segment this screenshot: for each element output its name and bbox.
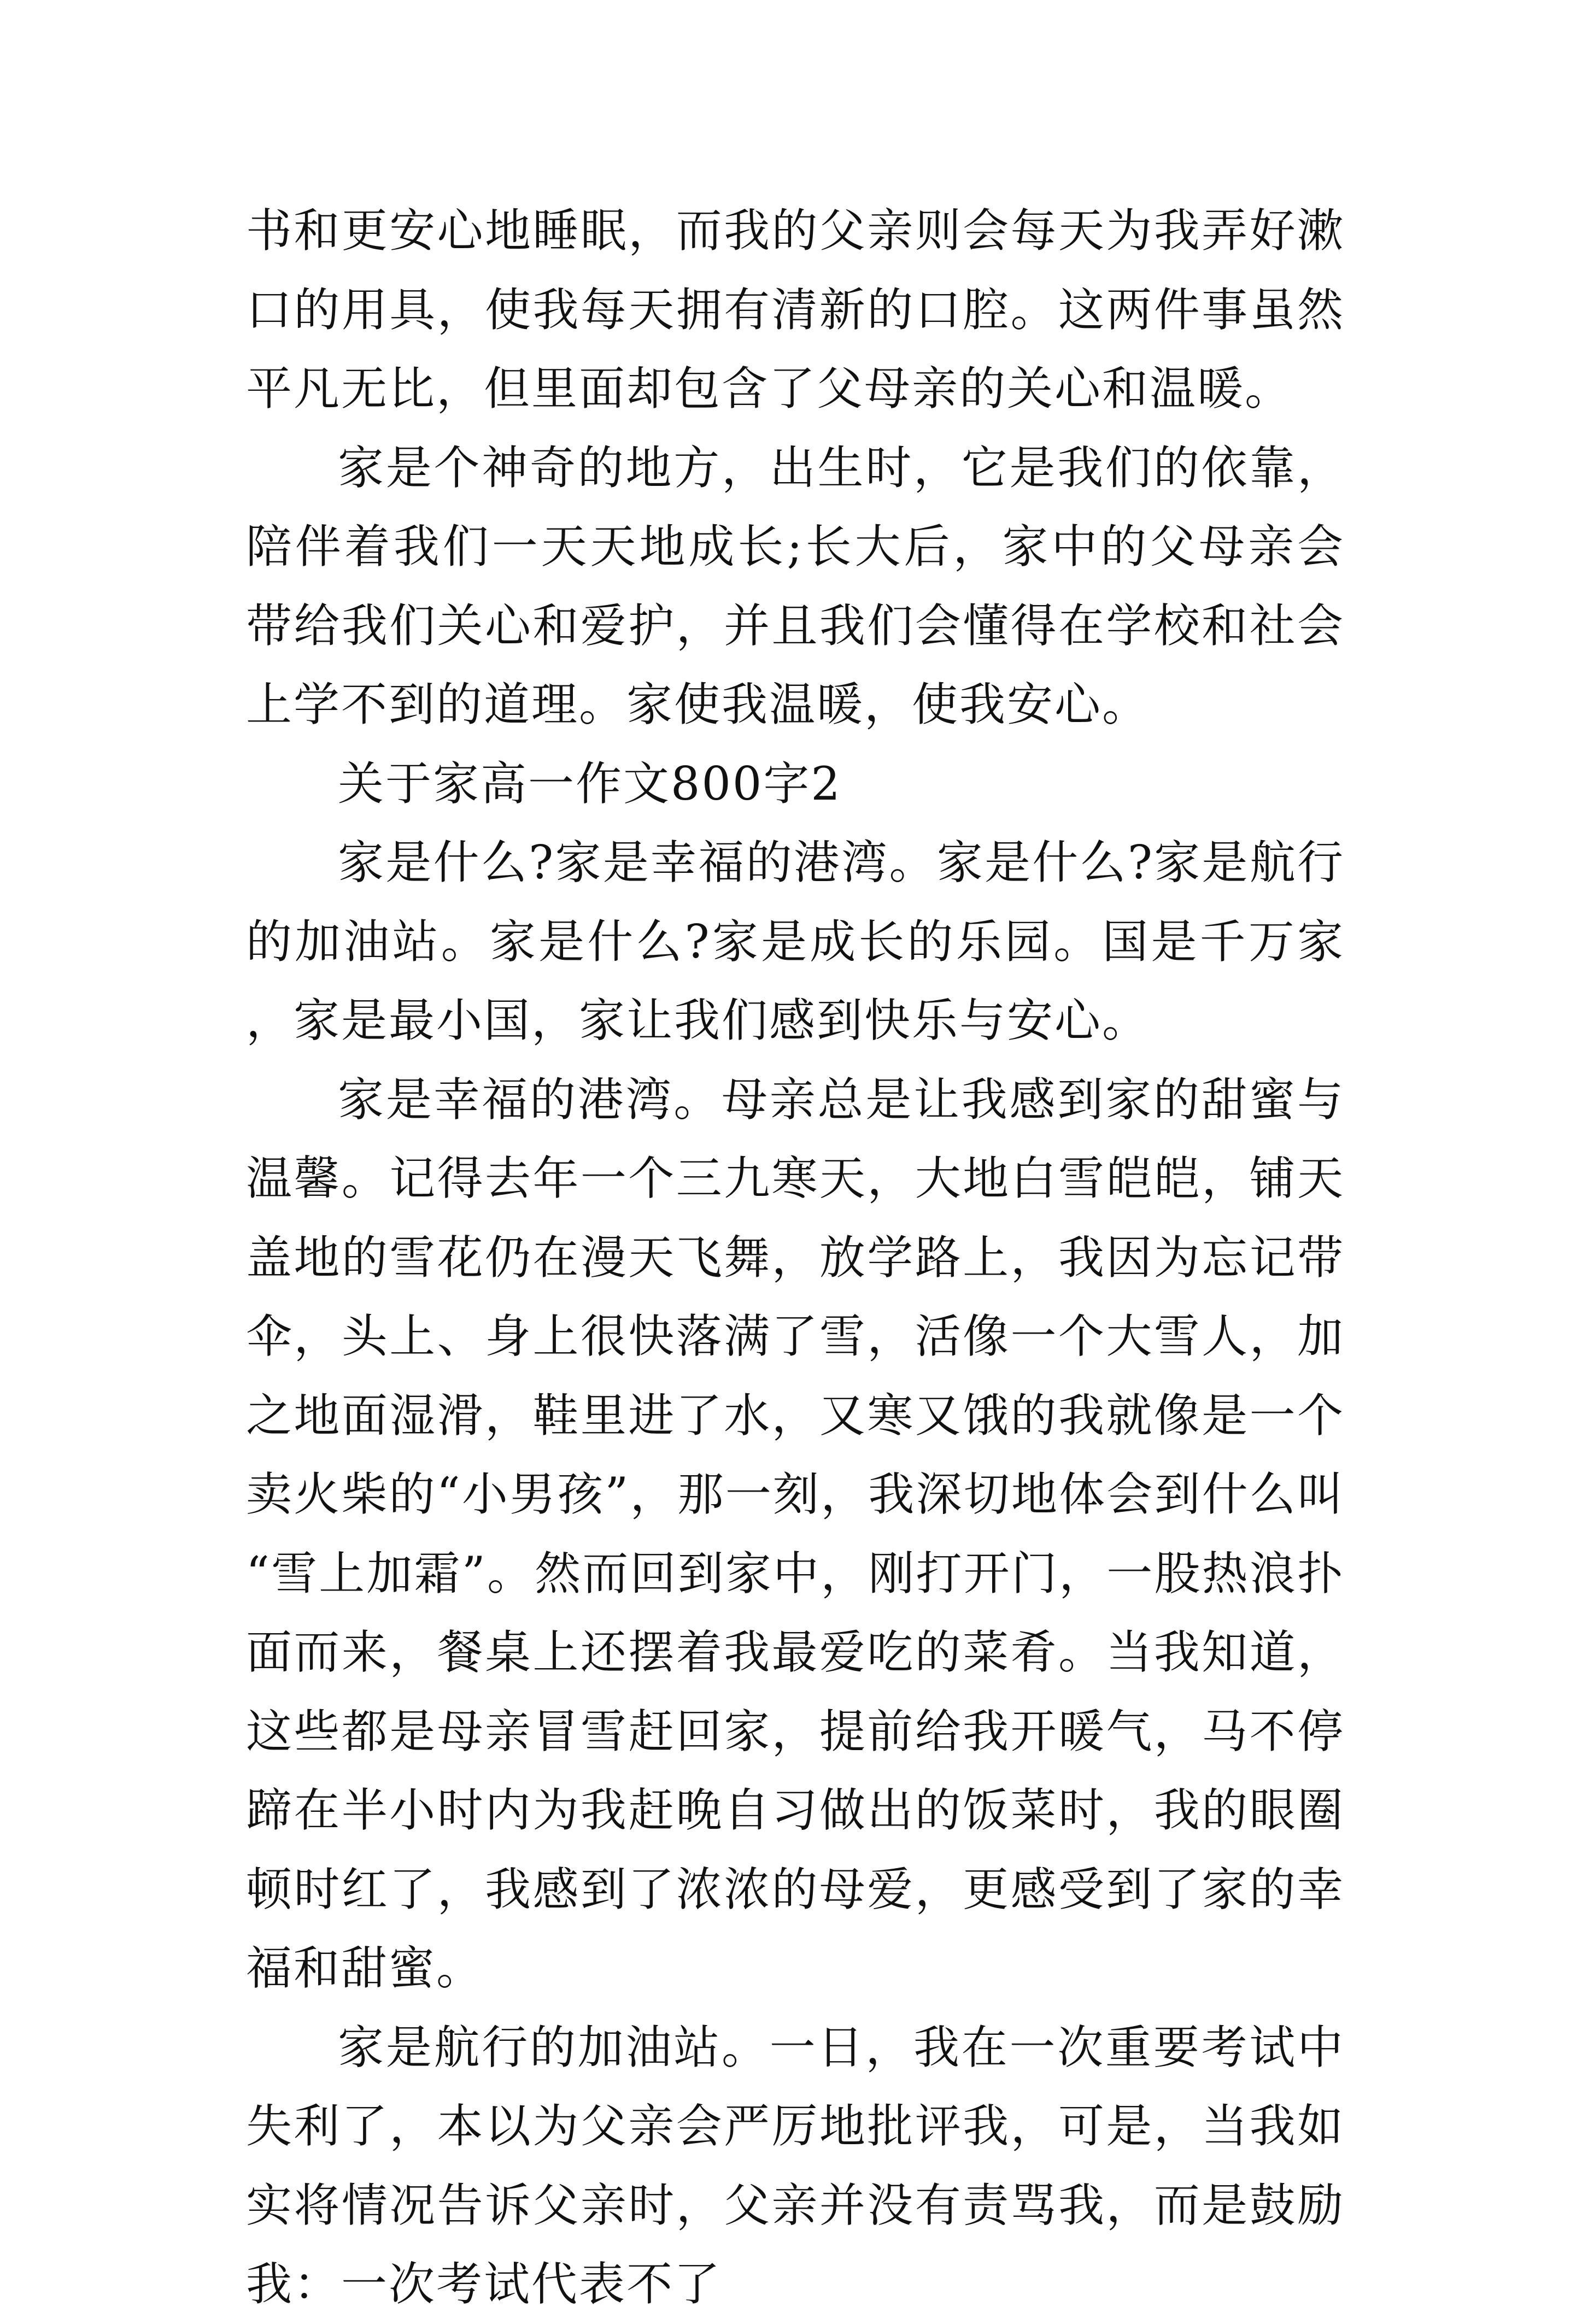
paragraph: 家是个神奇的地方，出生时，它是我们的依靠，陪伴着我们一天天地成长;长大后，家中的父母亲会带给我们关心和爱护，并且我们会懂得在学校和社会上学不到的道理。家使我温暖，使我安心。 <box>246 441 1345 731</box>
paragraph: 家是幸福的港湾。母亲总是让我感到家的甜蜜与温馨。记得去年一个三九寒天，大地白雪皑皑，铺天盖地的雪花仍在漫天飞舞，放学路上，我因为忘记带伞，头上、身上很快落满了雪，活像一个大雪人，加之地面湿滑，鞋里进了水，又寒又饿的我就像是一个卖火柴的“小男孩”，那一刻，我深切地体会到什么叫“雪上加霜”。然而回到家中，刚打开门，一股热浪扑面而来，餐桌上还摆着我最爱吃的菜肴。当我知道，这些都是母亲冒雪赶回家，提前给我开暖气，马不停蹄在半小时内为我赶晚自习做出的饭菜时，我的眼圈顿时红了，我感到了浓浓的母爱，更感受到了家的幸福和甜蜜。 <box>246 1072 1345 1995</box>
essay-body <box>246 191 1345 2324</box>
paragraph-continuation: 书和更安心地睡眠，而我的父亲则会每天为我弄好漱口的用具，使我每天拥有清新的口腔。这两件事虽然平凡无比，但里面却包含了父母亲的关心和温暖。 <box>246 204 1345 415</box>
essay-heading: 关于家高一作文800字2 <box>338 756 842 811</box>
paragraph: 家是什么?家是幸福的港湾。家是什么?家是航行的加油站。家是什么?家是成长的乐园。国是千万家，家是最小国，家让我们感到快乐与安心。 <box>246 836 1345 1047</box>
paragraph: 家是航行的加油站。一日，我在一次重要考试中失利了，本以为父亲会严厉地批评我，可是，当我如实将情况告诉父亲时，父亲并没有责骂我，而是鼓励我：一次考试代表不了 <box>246 2020 1345 2311</box>
